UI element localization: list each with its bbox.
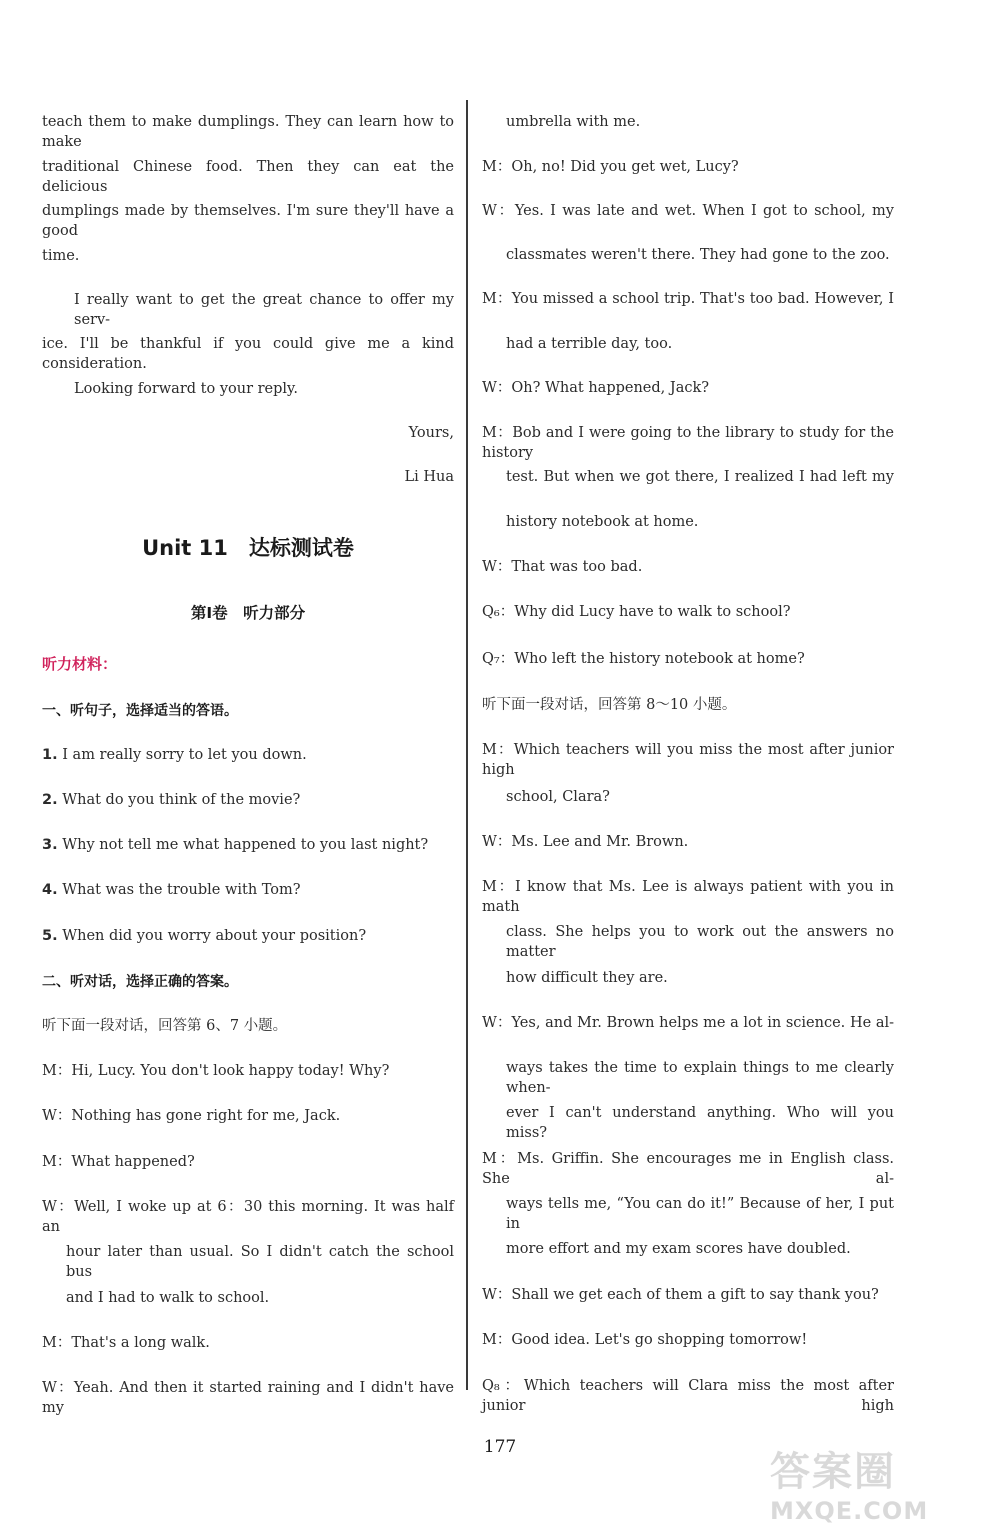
watermark: [770, 1440, 980, 1525]
letter-line: traditional Chinese food. Then they can eat the delicious: [42, 159, 454, 195]
dialogue-line: M：You missed a school trip. That's too bad. However, I: [482, 291, 894, 307]
letter-closing: Yours,: [408, 425, 454, 441]
dialogue-line: class. She helps you to work out the answers no matter: [506, 924, 894, 960]
dialogue-line: how difficult they are.: [506, 970, 668, 986]
dialogue-line: and I had to walk to school.: [66, 1290, 270, 1306]
letter-closing-line: Looking forward to your reply.: [74, 381, 298, 397]
question-number: 5.: [42, 928, 58, 944]
dialogue-line: hour later than usual. So I didn't catch the school bus: [66, 1244, 454, 1280]
dialogue-line: W：That was too bad.: [482, 559, 643, 575]
letter-line: dumplings made by themselves. I'm sure they'll have a good: [42, 203, 454, 239]
question-text: When did you worry about your position?: [62, 928, 367, 944]
dialogue-line: M：What happened?: [42, 1154, 195, 1170]
page-number: 177: [483, 1437, 517, 1457]
dialogue-intro: 听下面一段对话，回答第 8～10 小题。: [482, 697, 737, 713]
dialogue-line: W：Nothing has gone right for me, Jack.: [42, 1108, 341, 1124]
question-text: What was the trouble with Tom?: [62, 882, 301, 898]
dialogue-line: M：Hi, Lucy. You don't look happy today! Why?: [42, 1063, 390, 1079]
letter-line: time.: [42, 248, 80, 264]
question-line: Q₇：Who left the history notebook at home?: [482, 651, 805, 667]
dialogue-line: W：Ms. Lee and Mr. Brown.: [482, 834, 689, 850]
dialogue-line: W：Shall we get each of them a gift to say thank you?: [482, 1287, 879, 1303]
letter-line: ice. I'll be thankful if you could give me a kind consideration.: [42, 336, 454, 372]
watermark-logo: 答案圈: [770, 1449, 896, 1495]
dialogue-line: test. But when we got there, I realized I had left my: [506, 469, 894, 485]
watermark-url: MXQE.COM: [770, 1497, 929, 1525]
dialogue-line: M：I know that Ms. Lee is always patient with you in math: [482, 879, 894, 915]
question-number: 4.: [42, 882, 58, 898]
question-number: 1.: [42, 747, 58, 763]
dialogue-line: M：Bob and I were going to the library to study for the history: [482, 425, 894, 461]
section-heading: 二、听对话，选择正确的答案。: [42, 974, 238, 990]
question-item: [42, 790, 454, 810]
question-item: [42, 745, 454, 765]
listening-label: 听力材料：: [42, 655, 118, 673]
dialogue-line: W：Yes, and Mr. Brown helps me a lot in science. He al-: [482, 1015, 894, 1031]
dialogue-line: M：That's a long walk.: [42, 1335, 210, 1351]
question-text: What do you think of the movie?: [62, 792, 301, 808]
dialogue-line: umbrella with me.: [506, 114, 641, 130]
question-number: 2.: [42, 792, 58, 808]
column-divider: [466, 100, 468, 1390]
question-line: Q₈：Which teachers will Clara miss the most after junior high: [482, 1378, 894, 1414]
letter-signature: Li Hua: [404, 469, 454, 485]
dialogue-line: W：Yeah. And then it started raining and I didn't have my: [42, 1380, 454, 1416]
question-text: I am really sorry to let you down.: [62, 747, 307, 763]
dialogue-line: M：Ms. Griffin. She encourages me in English class. She al-: [482, 1151, 894, 1187]
question-line: Q₆：Why did Lucy have to walk to school?: [482, 604, 791, 620]
question-item: [42, 835, 454, 855]
dialogue-line: M：Oh, no! Did you get wet, Lucy?: [482, 159, 739, 175]
unit-title: Unit 11 达标测试卷: [142, 536, 354, 560]
dialogue-line: W：Well, I woke up at 6：30 this morning. It was half an: [42, 1199, 454, 1235]
question-item: [42, 926, 454, 946]
question-item: [42, 880, 454, 900]
letter-line: teach them to make dumplings. They can learn how to make: [42, 114, 454, 150]
section-heading: 一、听句子，选择适当的答语。: [42, 703, 238, 719]
dialogue-line: had a terrible day, too.: [506, 336, 673, 352]
letter-line: I really want to get the great chance to offer my serv-: [74, 292, 454, 328]
question-number: 3.: [42, 837, 58, 853]
dialogue-line: school, Clara?: [506, 789, 610, 805]
dialogue-line: M：Which teachers will you miss the most after junior high: [482, 742, 894, 778]
dialogue-line: ever I can't understand anything. Who will you miss?: [506, 1105, 894, 1141]
dialogue-line: ways tells me, “You can do it!” Because of her, I put in: [506, 1196, 894, 1232]
dialogue-line: classmates weren't there. They had gone to the zoo.: [506, 247, 890, 263]
part-title: 第Ⅰ卷 听力部分: [190, 604, 306, 622]
dialogue-line: W：Yes. I was late and wet. When I got to school, my: [482, 203, 894, 219]
question-text: Why not tell me what happened to you last night?: [62, 837, 429, 853]
dialogue-intro: 听下面一段对话，回答第 6、7 小题。: [42, 1018, 288, 1034]
dialogue-line: history notebook at home.: [506, 514, 699, 530]
dialogue-line: more effort and my exam scores have doubled.: [506, 1241, 851, 1257]
dialogue-line: M：Good idea. Let's go shopping tomorrow!: [482, 1332, 808, 1348]
dialogue-line: W：Oh? What happened, Jack?: [482, 380, 710, 396]
dialogue-line: ways takes the time to explain things to me clearly when-: [506, 1060, 894, 1096]
